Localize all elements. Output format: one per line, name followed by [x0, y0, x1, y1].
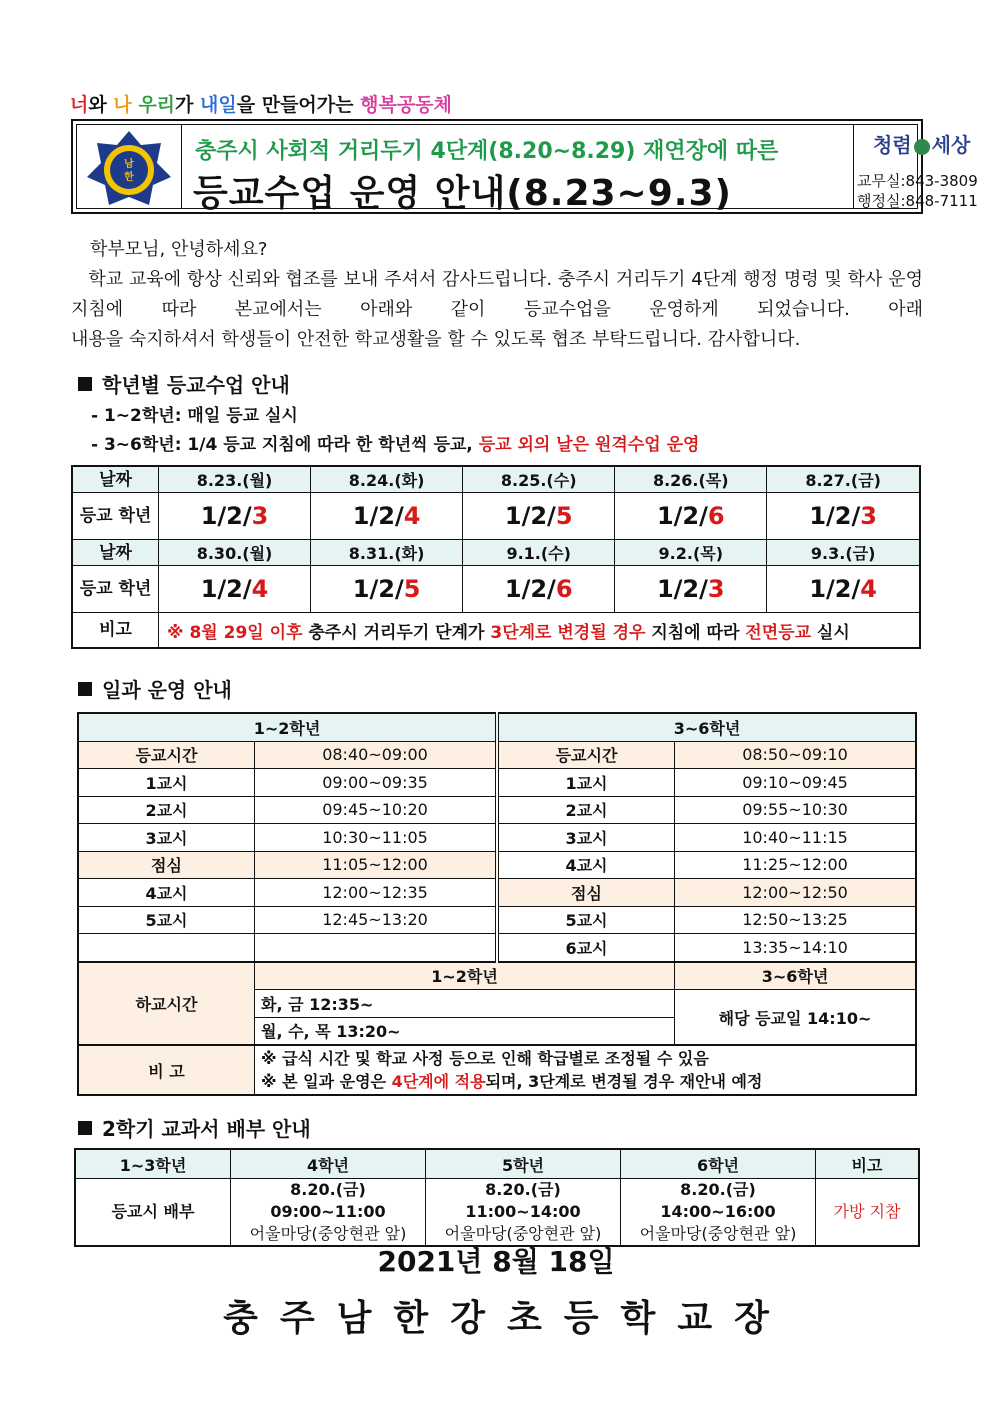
period-label: 1교시	[497, 769, 675, 797]
schedule-note: ※ 8월 29일 이후 충주시 거리두기 단계가 3단계로 변경될 경우 지침에 따라 전면등교 실시	[159, 613, 921, 649]
period-time: 12:45~13:20	[255, 906, 498, 934]
dismissal-3-6-time: 해당 등교일 14:10~	[675, 990, 917, 1046]
intro-paragraph: 학교 교육에 항상 신뢰와 협조를 보내 주셔서 감사드립니다. 충주시 거리두기 4단계 행정 명령 및 학사 운영 지침에 따라 본교에서는 아래와 같이 등교수업을 운영하게 되었습니다. 아래	[71, 269, 923, 320]
period-time: 12:00~12:50	[675, 879, 917, 907]
svg-text:한: 한	[124, 172, 134, 183]
period-label: 3교시	[497, 824, 675, 852]
date-cell: 9.2.(목)	[615, 540, 767, 566]
date-cell: 8.30.(월)	[159, 540, 311, 566]
tb-header: 1~3학년	[75, 1149, 231, 1179]
phone-office: 교무실:843-3809	[857, 172, 978, 190]
tb-header: 6학년	[621, 1149, 816, 1179]
grade-cell: 1/2/6	[615, 493, 767, 540]
period-label: 6교시	[497, 934, 675, 962]
period-label: 점심	[497, 879, 675, 907]
timetable-note-label: 비 고	[78, 1045, 255, 1095]
slogan: 너와 나 우리가 내일을 만들어가는 행복공동체	[70, 94, 452, 116]
period-time	[255, 934, 498, 962]
grade-cell: 1/2/5	[463, 493, 615, 540]
tb-grade-4: 8.20.(금) 09:00~11:00 어울마당(중앙현관 앞)	[231, 1179, 426, 1247]
dismissal-label: 하교시간	[78, 962, 255, 1046]
date-cell: 9.1.(수)	[463, 540, 615, 566]
grade-cell: 1/2/4	[767, 566, 920, 613]
note-label: 비고	[72, 613, 159, 649]
grade-cell: 1/2/3	[767, 493, 920, 540]
section-title-grades: 학년별 등교수업 안내	[78, 369, 290, 398]
section-title-textbook: 2학기 교과서 배부 안내	[78, 1113, 311, 1142]
grade-cell: 1/2/4	[159, 566, 311, 613]
timetable-note: ※ 급식 시간 및 학교 사정 등으로 인해 학급별로 조정될 수 있음 ※ 본 일과 운영은 4단계에 적용되며, 3단계로 변경될 경우 재안내 예정	[255, 1045, 917, 1095]
period-label: 3교시	[78, 824, 255, 852]
attendance-schedule-table	[71, 465, 921, 649]
grade-label: 등교 학년	[72, 566, 159, 613]
period-label: 4교시	[497, 851, 675, 879]
period-time: 09:55~10:30	[675, 796, 917, 824]
period-label: 5교시	[497, 906, 675, 934]
tb-grade-5: 8.20.(금) 11:00~14:00 어울마당(중앙현관 앞)	[426, 1179, 621, 1247]
tb-grade-6: 8.20.(금) 14:00~16:00 어울마당(중앙현관 앞)	[621, 1179, 816, 1247]
period-time: 10:40~11:15	[675, 824, 917, 852]
date-cell: 8.25.(수)	[463, 466, 615, 493]
intro-paragraph-end: 내용을 숙지하셔서 학생들이 안전한 학교생활을 할 수 있도록 협조 부탁드립니다. 감사합니다.	[71, 329, 801, 350]
integrity-logo: 청렴 세상	[873, 133, 971, 157]
header-box	[71, 119, 978, 214]
textbook-table	[74, 1148, 920, 1247]
date-cell: 8.31.(화)	[311, 540, 463, 566]
tb-header: 4학년	[231, 1149, 426, 1179]
tb-row-label: 등교시 배부	[75, 1179, 231, 1247]
period-label: 등교시간	[78, 741, 255, 769]
grade-cell: 1/2/5	[311, 566, 463, 613]
grade-1-2-header: 1~2학년	[78, 713, 497, 741]
subtitle: 충주시 사회적 거리두기 4단계(8.20~8.29) 재연장에 따른	[195, 139, 779, 164]
period-time: 11:25~12:00	[675, 851, 917, 879]
svg-text:남: 남	[124, 159, 134, 170]
date-cell: 8.27.(금)	[767, 466, 920, 493]
period-time: 08:40~09:00	[255, 741, 498, 769]
period-time: 12:50~13:25	[675, 906, 917, 934]
tb-header: 비고	[816, 1149, 920, 1179]
date-cell: 8.23.(월)	[159, 466, 311, 493]
grade-cell: 1/2/6	[463, 566, 615, 613]
period-label: 등교시간	[497, 741, 675, 769]
period-label: 2교시	[497, 796, 675, 824]
tb-header: 5학년	[426, 1149, 621, 1179]
grade-cell: 1/2/3	[159, 493, 311, 540]
date-cell: 9.3.(금)	[767, 540, 920, 566]
dismissal-grade-1-2: 1~2학년	[255, 962, 675, 990]
period-label: 2교시	[78, 796, 255, 824]
grade-cell: 1/2/4	[311, 493, 463, 540]
period-label: 점심	[78, 851, 255, 879]
grade-cell: 1/2/3	[615, 566, 767, 613]
school-principal: 충주남한강초등학교장	[223, 1298, 791, 1339]
period-time: 11:05~12:00	[255, 851, 498, 879]
period-time: 09:10~09:45	[675, 769, 917, 797]
period-time: 08:50~09:10	[675, 741, 917, 769]
greeting: 학부모님, 안녕하세요?	[90, 239, 268, 260]
page-title: 등교수업 운영 안내(8.23~9.3)	[193, 173, 732, 214]
phone-admin: 행정실:848-7111	[857, 192, 978, 210]
bullet-grade-1-2: - 1~2학년: 매일 등교 실시	[91, 406, 298, 426]
issue-date: 2021년 8월 18일	[377, 1245, 615, 1278]
dismissal-tue-fri: 화, 금 12:35~	[255, 990, 675, 1018]
school-logo	[77, 125, 182, 208]
tb-note: 가방 지참	[816, 1179, 920, 1247]
date-cell: 8.24.(화)	[311, 466, 463, 493]
period-label: 4교시	[78, 879, 255, 907]
period-label	[78, 934, 255, 962]
period-time: 09:45~10:20	[255, 796, 498, 824]
period-label: 5교시	[78, 906, 255, 934]
date-cell: 8.26.(목)	[615, 466, 767, 493]
dismissal-mon-wed-thu: 월, 수, 목 13:20~	[255, 1017, 675, 1045]
dismissal-grade-3-6: 3~6학년	[675, 962, 917, 990]
bullet-grade-3-6: - 3~6학년: 1/4 등교 지침에 따라 한 학년씩 등교, 등교 외의 날은 원격수업 운영	[91, 435, 700, 455]
grade-label: 등교 학년	[72, 493, 159, 540]
period-time: 09:00~09:35	[255, 769, 498, 797]
period-time: 12:00~12:35	[255, 879, 498, 907]
grade-3-6-header: 3~6학년	[497, 713, 916, 741]
period-time: 10:30~11:05	[255, 824, 498, 852]
date-label: 날짜	[72, 540, 159, 566]
period-time: 13:35~14:10	[675, 934, 917, 962]
date-label: 날짜	[72, 466, 159, 493]
daily-timetable	[77, 712, 917, 1096]
period-label: 1교시	[78, 769, 255, 797]
section-title-daily: 일과 운영 안내	[78, 674, 232, 703]
